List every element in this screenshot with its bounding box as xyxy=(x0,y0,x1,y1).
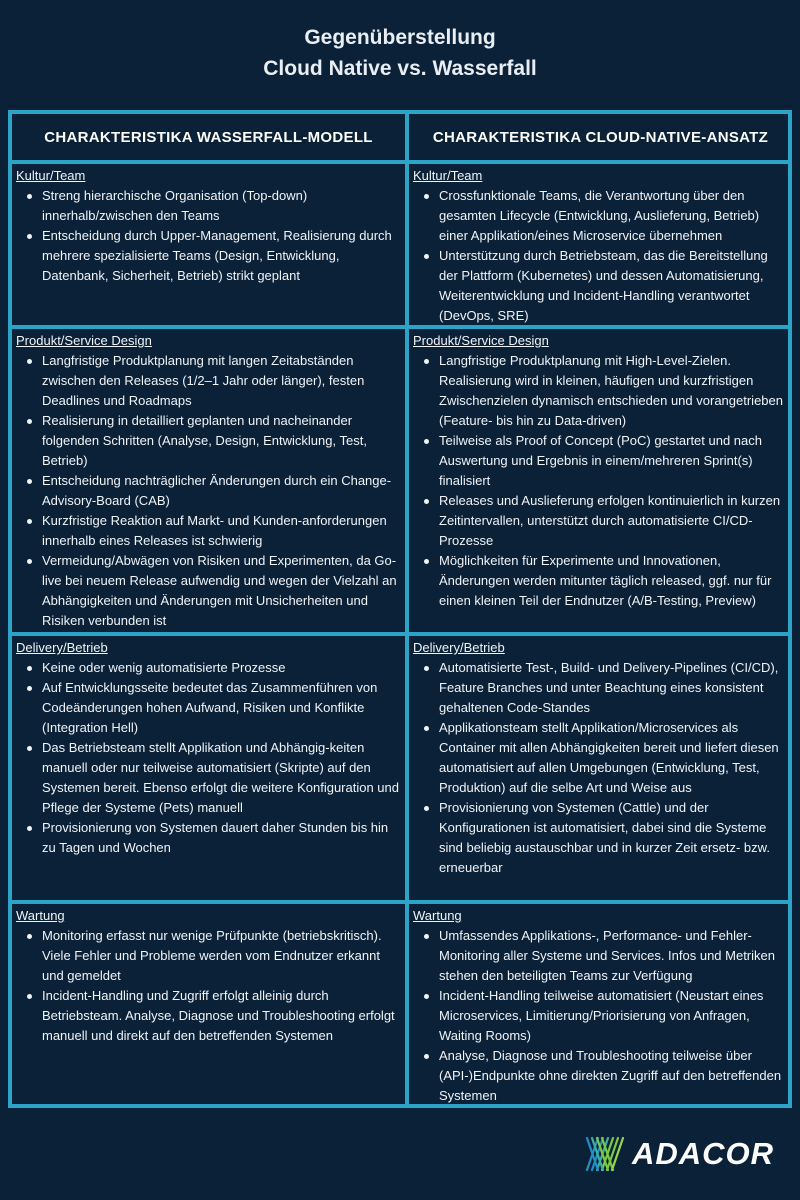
cell-produkt-cloud-native xyxy=(409,329,792,632)
section-label: Kultur/Team xyxy=(413,168,483,183)
list-item: Kurzfristige Reaktion auf Markt- und Kunden-anforderungen innerhalb eines Releases ist schwierig xyxy=(42,511,401,551)
cell-kultur-cloud-native xyxy=(409,164,792,325)
comparison-table xyxy=(8,110,792,1108)
cell-wartung-waterfall xyxy=(12,904,405,1104)
cell-produkt-waterfall xyxy=(12,329,405,632)
list-item: Langfristige Produktplanung mit High-Level-Zielen. Realisierung wird in kleinen, häufigen und kurzfristigen Zwischenzielen dynamisch entschieden und vorangetrieben (Feature- bis hin zu Data-driven) xyxy=(439,351,788,431)
list-item: Möglichkeiten für Experimente und Innovationen, Änderungen werden mitunter täglich released, ggf. nur für einen kleinen Teil der Endnutzer (A/B-Testing, Preview) xyxy=(439,551,788,611)
section-label: Wartung xyxy=(16,908,65,923)
list-item: Das Betriebsteam stellt Applikation und Abhängig-keiten manuell oder nur teilweise automatisiert (Skripte) auf den Systemen bereit. Ebenso erfolgt die weitere Konfiguration und Pflege der Systeme (Pets) manuell xyxy=(42,738,401,818)
bullet-list xyxy=(413,351,788,611)
section-label: Kultur/Team xyxy=(16,168,86,183)
list-item: Teilweise als Proof of Concept (PoC) gestartet und nach Auswertung und Ergebnis in einem/mehreren Sprint(s) finalisiert xyxy=(439,431,788,491)
column-header-waterfall: CHARAKTERISTIKA WASSERFALL-MODELL xyxy=(44,128,373,146)
cell-kultur-waterfall xyxy=(12,164,405,325)
section-label: Wartung xyxy=(413,908,462,923)
list-item: Keine oder wenig automatisierte Prozesse xyxy=(42,658,401,678)
cell-wartung-cloud-native xyxy=(409,904,792,1104)
bullet-list xyxy=(16,658,401,858)
title-line-2: Cloud Native vs. Wasserfall xyxy=(263,57,537,80)
list-item: Auf Entwicklungsseite bedeutet das Zusammenführen von Codeänderungen hohen Aufwand, Risiken und Konflikte (Integration Hell) xyxy=(42,678,401,738)
bullet-list xyxy=(413,926,788,1104)
list-item: Monitoring erfasst nur wenige Prüfpunkte (betriebskritisch). Viele Fehler und Probleme werden vom Endnutzer erkannt und gemeldet xyxy=(42,926,401,986)
bullet-list xyxy=(413,658,788,878)
list-item: Umfassendes Applikations-, Performance- und Fehler-Monitoring aller Systeme und Services. Infos und Metriken stehen den beteiligten Teams zur Verfügung xyxy=(439,926,788,986)
section-label: Produkt/Service Design xyxy=(413,333,549,348)
cell-delivery-cloud-native xyxy=(409,636,792,900)
bullet-list xyxy=(16,351,401,631)
list-item: Applikationsteam stellt Applikation/Microservices als Container mit allen Abhängigkeiten bereit und liefert diesen automatisiert auf allen Umgebungen (Entwicklung, Test, Produktion) auf die selbe Art und Weise aus xyxy=(439,718,788,798)
title-line-1: Gegenüberstellung xyxy=(304,26,496,49)
list-item: Langfristige Produktplanung mit langen Zeitabständen zwischen den Releases (1/2–1 Jahr oder länger), festen Deadlines und Roadmaps xyxy=(42,351,401,411)
list-item: Analyse, Diagnose und Troubleshooting teilweise über (API-)Endpunkte ohne direkten Zugriff auf den betreffenden Systemen xyxy=(439,1046,788,1104)
column-header-cloud-native: CHARAKTERISTIKA CLOUD-NATIVE-ANSATZ xyxy=(432,128,769,146)
logo-wordmark: ADACOR xyxy=(632,1136,775,1171)
bullet-list xyxy=(16,186,401,286)
page-title xyxy=(0,22,800,84)
section-label: Produkt/Service Design xyxy=(16,333,152,348)
list-item: Crossfunktionale Teams, die Verantwortung über den gesamten Lifecycle (Entwicklung, Auslieferung, Betrieb) einer Applikation/eines Microservice übernehmen xyxy=(439,186,788,246)
list-item: Provisionierung von Systemen dauert daher Stunden bis hin zu Tagen und Wochen xyxy=(42,818,401,858)
list-item: Incident-Handling und Zugriff erfolgt alleinig durch Betriebsteam. Analyse, Diagnose und Troubleshooting erfolgt manuell und direkt auf den betreffenden Systemen xyxy=(42,986,401,1046)
list-item: Unterstützung durch Betriebsteam, das die Bereitstellung der Plattform (Kubernetes) und dessen Automatisierung, Weiterentwicklung und Incident-Handling verantwortet (DevOps, SRE) xyxy=(439,246,788,325)
list-item: Provisionierung von Systemen (Cattle) und der Konfigurationen ist automatisiert, dabei sind die Systeme sind beliebig austauschbar und in kurzer Zeit ersetz- bzw. erneuerbar xyxy=(439,798,788,878)
adacor-logo xyxy=(584,1134,774,1174)
list-item: Realisierung in detailliert geplanten und nacheinander folgenden Schritten (Analyse, Design, Entwicklung, Test, Betrieb) xyxy=(42,411,401,471)
section-label: Delivery/Betrieb xyxy=(16,640,108,655)
list-item: Entscheidung nachträglicher Änderungen durch ein Change-Advisory-Board (CAB) xyxy=(42,471,401,511)
cell-delivery-waterfall xyxy=(12,636,405,900)
bullet-list xyxy=(16,926,401,1046)
bullet-list xyxy=(413,186,788,325)
list-item: Releases und Auslieferung erfolgen kontinuierlich in kurzen Zeitintervallen, unterstützt durch automatisierte CI/CD-Prozesse xyxy=(439,491,788,551)
adacor-logo-mark-icon xyxy=(584,1134,628,1174)
list-item: Automatisierte Test-, Build- und Delivery-Pipelines (CI/CD), Feature Branches und unter Beachtung eines konsistent gehaltenen Code-Standes xyxy=(439,658,788,718)
list-item: Vermeidung/Abwägen von Risiken und Experimenten, da Go-live bei neuem Release aufwendig und wegen der Vielzahl an Abhängigkeiten und Änderungen mit Unsicherheiten und Risiken verbunden ist xyxy=(42,551,401,631)
list-item: Streng hierarchische Organisation (Top-down) innerhalb/zwischen den Teams xyxy=(42,186,401,226)
section-label: Delivery/Betrieb xyxy=(413,640,505,655)
list-item: Incident-Handling teilweise automatisiert (Neustart eines Microservices, Limitierung/Priorisierung von Anfragen, Waiting Rooms) xyxy=(439,986,788,1046)
list-item: Entscheidung durch Upper-Management, Realisierung durch mehrere spezialisierte Teams (Design, Entwicklung, Datenbank, Sicherheit, Betrieb) strikt geplant xyxy=(42,226,401,286)
